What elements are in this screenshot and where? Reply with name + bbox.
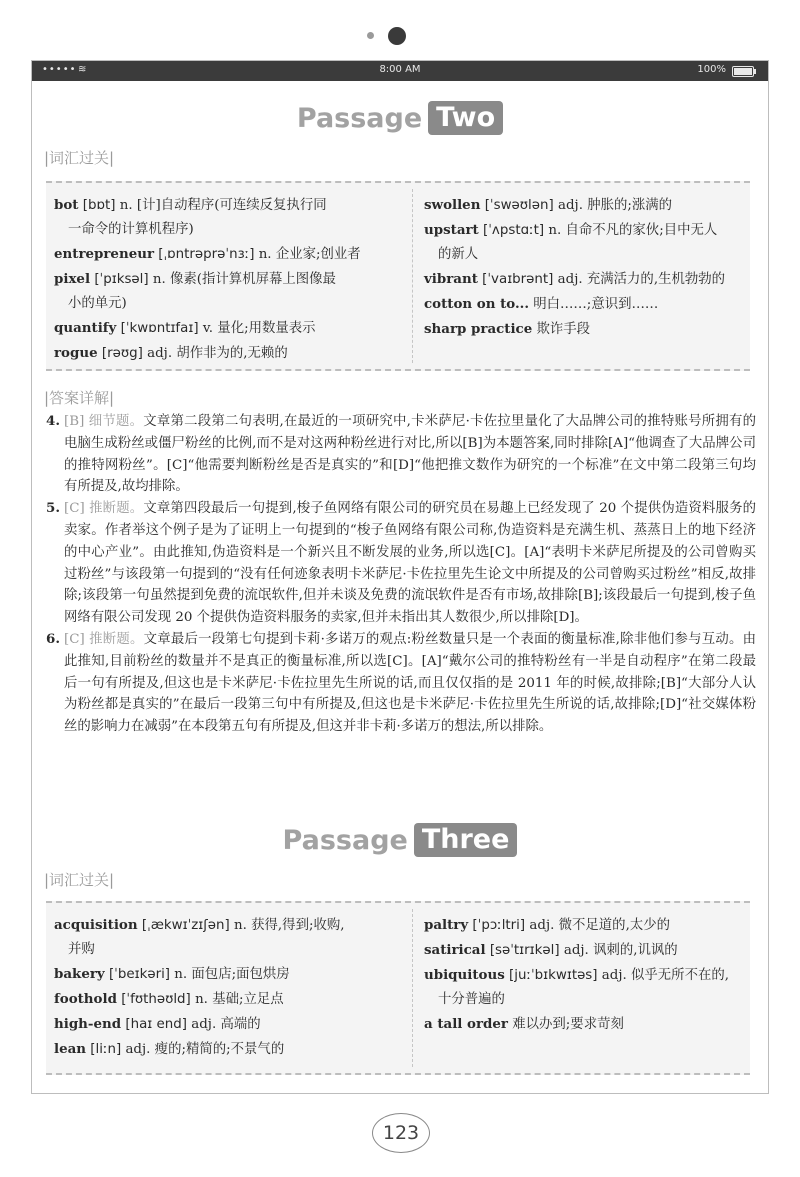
vocab-definition: adj. 微不足道的,太少的 xyxy=(529,918,670,933)
answer-type-tag: [C] 推断题。 xyxy=(64,631,144,647)
vocab-definition-continued: 的新人 xyxy=(438,247,479,262)
vocab-entry xyxy=(54,962,398,987)
answer-number: 4. xyxy=(46,413,60,429)
vocab-phonetic: [juːˈbɪkwɪtəs] xyxy=(509,968,598,983)
vocab-phonetic: [bɒt] xyxy=(82,198,116,213)
vocab-word: acquisition xyxy=(54,917,138,933)
vocab-definition: 难以办到;要求苛刻 xyxy=(512,1017,624,1032)
wifi-icon: ≋ xyxy=(78,64,87,75)
passage-two-title xyxy=(32,101,768,135)
vocab-word: bot xyxy=(54,197,79,213)
vocab-entry xyxy=(54,341,398,366)
answer-item xyxy=(44,411,756,498)
battery-icon xyxy=(732,66,754,77)
vocab-entry xyxy=(54,316,398,341)
answer-explanation: 文章第四段最后一句提到,梭子鱼网络有限公司的研究员在易趣上已经发现了 20 个提供伪造资料服务的卖家。作者举这个例子是为了证明上一句提到的“梭子鱼网络有限公司称,伪造资料是充满生机、蒸蒸日上的地下经济的中心产业”。由此推知,伪造资料是一个新兴且不断发展的业务,所以选[C]。[A]“表明卡米萨尼所提及的公司曾购买过粉丝”与该段第一句提到的“没有任何迹象表明卡米萨尼·卡佐拉里先生论文中所提及的公司曾购买过粉丝”相反,故排除;该段第一句虽然提到免费的流氓软件,但并未谈及免费的流氓软件是否有市场,故排除[B];该段最后一句提到,梭子鱼网络有限公司发现 20 个提供伪造资料服务的卖家,但并未指出其人数很少,所以排除[D]。 xyxy=(64,501,757,626)
vocab-word: high-end xyxy=(54,1016,122,1032)
vocab-phonetic: [ˌɒntrəprəˈnɜː] xyxy=(158,247,255,262)
vocab-phonetic: [ˈvaɪbrənt] xyxy=(482,272,554,287)
vocab-definition: adj. 高端的 xyxy=(191,1017,261,1032)
status-time: 8:00 AM xyxy=(379,64,421,75)
page-number: 123 xyxy=(372,1113,430,1153)
answers-list xyxy=(44,411,756,738)
answer-item xyxy=(44,498,756,629)
vocab-definition: n. 获得,得到;收购, xyxy=(234,918,345,933)
vocab-word: cotton on to... xyxy=(424,296,529,312)
vocab-phonetic: [ˈbeɪkəri] xyxy=(108,967,171,982)
vocab-phonetic: [ˌækwɪˈzɪʃən] xyxy=(141,918,230,933)
vocab-word: foothold xyxy=(54,991,117,1007)
vocab-definition: adj. 胡作非为的,无赖的 xyxy=(147,346,288,361)
vocab-definition: n. [计]自动程序(可连续反复执行同 xyxy=(119,198,327,213)
vocab-right-column xyxy=(424,913,750,1037)
vocab-definition: n. 基础;立足点 xyxy=(195,992,284,1007)
page-dot-active xyxy=(388,27,406,45)
page-dot-inactive xyxy=(367,32,374,39)
status-bar xyxy=(32,61,768,81)
vocab-section-label: |词汇过关| xyxy=(44,149,115,167)
vocab-word: a tall order xyxy=(424,1016,508,1032)
answer-explanation: 文章第二段第二句表明,在最近的一项研究中,卡米萨尼·卡佐拉里量化了大品牌公司的推特账号所拥有的电脑生成粉丝或僵尸粉丝的比例,而不是对这两种粉丝进行对比,所以[B]为本题答案,同时排除[A]“他调查了大品牌公司的推特网粉丝”。[C]“他需要判断粉丝是否是真实的”和[D]“他把推文数作为研究的一个标准”在文中第二段第三句均有所提及,故均排除。 xyxy=(64,414,756,495)
vocab-definition: 明白……;意识到…… xyxy=(533,297,659,312)
vocab-word: pixel xyxy=(54,271,91,287)
vocab-phonetic: [ˈpɔːltri] xyxy=(472,918,526,933)
passage-title-word: Passage xyxy=(282,824,408,856)
vocab-word: upstart xyxy=(424,222,479,238)
answer-type-tag: [C] 推断题。 xyxy=(64,501,144,517)
vocab-divider xyxy=(412,909,413,1067)
vocab-definition: n. 像素(指计算机屏幕上图像最 xyxy=(152,272,336,287)
vocab-definition-continued: 一命令的计算机程序) xyxy=(68,222,194,237)
vocab-definition: adj. 瘦的;精简的;不景气的 xyxy=(125,1042,285,1057)
vocab-entry xyxy=(54,913,398,962)
vocab-word: ubiquitous xyxy=(424,967,505,983)
vocab-entry xyxy=(424,267,750,292)
vocab-phonetic: [səˈtɪrɪkəl] xyxy=(489,943,560,958)
passage-title-badge: Three xyxy=(414,823,518,857)
vocab-entry xyxy=(424,913,750,938)
vocab-section-label: |词汇过关| xyxy=(44,871,115,889)
vocab-word: sharp practice xyxy=(424,321,533,337)
vocab-entry xyxy=(424,1012,750,1037)
vocab-box-passage-three xyxy=(46,901,750,1075)
vocab-definition: n. 企业家;创业者 xyxy=(258,247,361,262)
vocab-entry xyxy=(54,1012,398,1037)
vocab-definition: adj. 充满活力的,生机勃勃的 xyxy=(557,272,726,287)
vocab-box-passage-two xyxy=(46,181,750,371)
vocab-left-column xyxy=(54,913,398,1062)
tablet-screen xyxy=(31,60,769,1094)
passage-three-title xyxy=(32,823,768,857)
vocab-definition: n. 面包店;面包烘房 xyxy=(174,967,290,982)
answer-number: 5. xyxy=(46,500,60,517)
vocab-definition-continued: 并购 xyxy=(68,942,95,957)
vocab-entry xyxy=(54,242,398,267)
vocab-phonetic: [ˈswəʊlən] xyxy=(484,198,554,213)
answer-item xyxy=(44,629,756,738)
vocab-divider xyxy=(412,189,413,363)
answers-section-label: |答案详解| xyxy=(44,389,115,407)
vocab-phonetic: [rəʊg] xyxy=(101,346,143,361)
battery-percent: 100% xyxy=(697,64,726,75)
answer-type-tag: [B] 细节题。 xyxy=(64,414,144,429)
vocab-phonetic: [ˈpɪksəl] xyxy=(94,272,149,287)
vocab-phonetic: [haɪ end] xyxy=(125,1017,187,1032)
vocab-word: vibrant xyxy=(424,271,478,287)
vocab-entry xyxy=(424,292,750,317)
vocab-word: satirical xyxy=(424,942,486,958)
vocab-definition-continued: 小的单元) xyxy=(68,296,127,311)
vocab-entry xyxy=(54,267,398,316)
vocab-entry xyxy=(54,987,398,1012)
passage-title-word: Passage xyxy=(296,102,423,134)
vocab-definition: adj. 肿胀的;涨满的 xyxy=(557,198,673,213)
vocab-word: swollen xyxy=(424,197,481,213)
vocab-word: lean xyxy=(54,1041,87,1057)
page-indicator xyxy=(0,26,800,48)
vocab-definition: v. 量化;用数量表示 xyxy=(202,321,316,336)
vocab-phonetic: [ˈkwɒntɪfaɪ] xyxy=(120,321,199,336)
vocab-definition: n. 自命不凡的家伙;目中无人 xyxy=(548,223,718,238)
vocab-definition-continued: 十分普遍的 xyxy=(438,992,505,1007)
vocab-entry xyxy=(54,193,398,242)
vocab-phonetic: [liːn] xyxy=(90,1042,122,1057)
vocab-right-column xyxy=(424,193,750,342)
vocab-word: quantify xyxy=(54,320,117,336)
vocab-entry xyxy=(424,317,750,342)
vocab-definition: adj. 讽刺的,讥讽的 xyxy=(563,943,678,958)
vocab-phonetic: [ˈfʊthəʊld] xyxy=(121,992,191,1007)
vocab-definition: adj. 似乎无所不在的, xyxy=(601,968,729,983)
answer-number: 6. xyxy=(46,630,60,647)
vocab-word: bakery xyxy=(54,966,105,982)
vocab-left-column xyxy=(54,193,398,366)
vocab-phonetic: [ˈʌpstɑːt] xyxy=(483,223,545,238)
answer-explanation: 文章最后一段第七句提到卡莉·多诺万的观点:粉丝数量只是一个表面的衡量标准,除非他们参与互动。由此推知,目前粉丝的数量并不是真正的衡量标准,所以选[C]。[A]“戴尔公司的推特粉丝有一半是自动程序”在第二段最后一句有所提及,但这也是卡米萨尼·卡佐拉里先生所说的话,而且仅仅指的是 2011 年的时候,故排除;[B]“大部分人认为粉丝都是真实的”在最后一段第三句中有所提及,但这也是卡米萨尼·卡佐拉里先生所说的话,故排除;[D]“社交媒体粉丝的影响力在减弱”在本段第五句有所提及,但这并非卡莉·多诺万的想法,所以排除。 xyxy=(64,631,756,735)
vocab-entry xyxy=(424,193,750,218)
vocab-word: rogue xyxy=(54,345,98,361)
vocab-definition: 欺诈手段 xyxy=(536,322,591,337)
vocab-word: entrepreneur xyxy=(54,246,154,262)
vocab-word: paltry xyxy=(424,917,469,933)
vocab-entry xyxy=(424,938,750,963)
signal-icon: ••••• xyxy=(42,64,77,75)
vocab-entry xyxy=(54,1037,398,1062)
passage-title-badge: Two xyxy=(428,101,503,135)
vocab-entry xyxy=(424,218,750,267)
vocab-entry xyxy=(424,963,750,1012)
